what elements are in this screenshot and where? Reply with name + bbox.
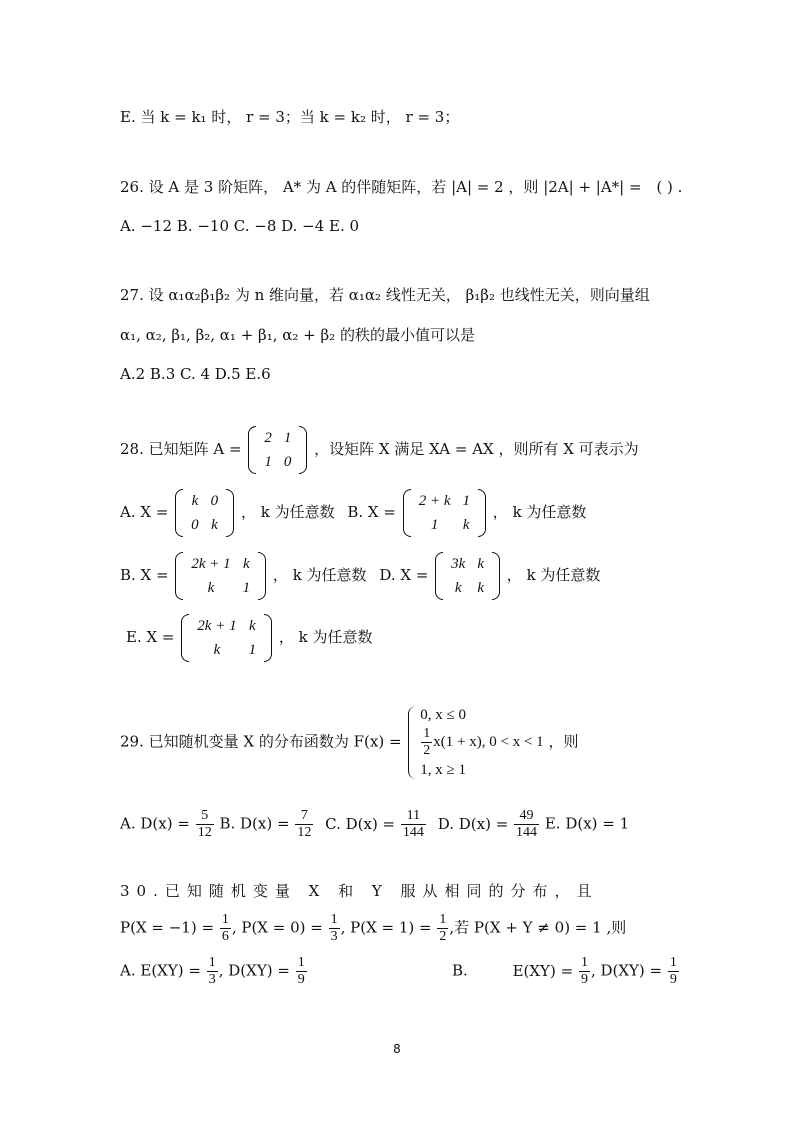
q30-opt-b-label: B. <box>452 961 468 980</box>
q26-stem-text: 26. 设 A 是 3 阶矩阵， A* 为 A 的伴随矩阵，若 |A| = 2 ，则 |2A| + |A*| = <box>120 178 642 196</box>
q28-opt-c-matrix: 2k + 1 k k 1 <box>175 552 266 600</box>
q29-piecewise <box>406 704 543 781</box>
q28-stem <box>120 426 639 474</box>
q30-opt-a-mid: , D(XY) = <box>218 961 290 980</box>
q29-case-3: 1, x ≥ 1 <box>420 762 467 778</box>
q30-option-a <box>120 955 308 988</box>
q30-opt-b-frac-1: $\frac{1}{9}$ <box>580 955 588 987</box>
q29-opt-d-frac: $\frac{49}{144}$ <box>516 808 538 840</box>
q30-opt-b-mid: , D(XY) = <box>590 961 663 980</box>
q30-opt-b-pre: E(XY) = <box>512 961 574 980</box>
q29-opt-a-label: A. D(x) = <box>120 814 190 833</box>
q30-opt-b-frac-2: $\frac{1}{9}$ <box>669 955 677 987</box>
q29-opt-b-label: B. D(x) = <box>219 814 290 833</box>
q30-p2-frac: $\frac{1}{3}$ <box>330 912 338 944</box>
q29-opt-e: E. D(x) = 1 <box>544 814 630 833</box>
q29-options <box>120 808 629 841</box>
q29-opt-a-frac: $\frac{5}{12}$ <box>197 808 212 840</box>
q29-opt-c-frac: $\frac{11}{144}$ <box>402 808 424 840</box>
q28-stem-pre: 28. 已知矩阵 A = <box>120 440 242 458</box>
q29-case-2: $\frac{1}{2}$ x(1 + x), 0 < x < 1 <box>423 726 544 758</box>
q25-option-e: E. 当 k = k₁ 时， r = 3；当 k = k₂ 时， r = 3； <box>120 108 460 126</box>
q28-opt-b-suffix: ， k 为任意数 <box>492 503 587 521</box>
q26-options: A. −12 B. −10 C. −8 D. −4 E. 0 <box>120 217 360 235</box>
q28-opt-a-suffix: ， k 为任意数 <box>240 503 335 521</box>
q30-p2: , P(X = 0) = <box>231 918 323 937</box>
q27-stem-2: α₁, α₂, β₁, β₂, α₁ + β₁, α₂ + β₂ 的秩的最小值可以是 <box>120 326 475 344</box>
q28-opt-a-matrix: k 0 0 k <box>175 489 234 537</box>
q30-p3: , P(X = 1) = <box>340 918 432 937</box>
q27-options: A.2 B.3 C. 4 D.5 E.6 <box>120 365 271 383</box>
q30-opt-a-frac-2: $\frac{1}{9}$ <box>297 955 305 987</box>
q30-option-b <box>452 955 680 988</box>
q28-opt-e-label: E. X = <box>126 628 175 646</box>
q30-p3-frac: $\frac{1}{2}$ <box>439 912 447 944</box>
q28-opt-d-suffix: ， k 为任意数 <box>506 566 601 584</box>
q29-then: ，则 <box>548 732 579 751</box>
q28-opt-c-label: B. X = <box>120 566 169 584</box>
q28-option-e <box>126 614 373 662</box>
q28-options-ab <box>120 489 586 537</box>
q30-p1-frac: $\frac{1}{6}$ <box>221 912 229 944</box>
q30-p1: P(X = −1) = <box>120 918 215 937</box>
q28-opt-c-suffix: ， k 为任意数 <box>272 566 367 584</box>
q30-stem: 30.已知随机变量 X 和 Y 服从相同的分布，且 <box>120 882 599 900</box>
q29-case-1: 0, x ≤ 0 <box>420 707 467 723</box>
q28-opt-d-label: D. X = <box>379 566 429 584</box>
q28-opt-e-suffix: ， k 为任意数 <box>278 628 373 646</box>
q28-opt-b-label: B. X = <box>347 503 396 521</box>
q26-stem <box>120 176 682 198</box>
q29-opt-b-frac: $\frac{7}{12}$ <box>297 808 312 840</box>
q29-stem <box>120 704 578 781</box>
q30-opt-a-label: A. E(XY) = <box>120 961 201 980</box>
q27-stem: 27. 设 α₁α₂β₁β₂ 为 n 维向量，若 α₁α₂ 线性无关， β₁β₂ 也线性无关，则向量组 <box>120 286 650 304</box>
q28-stem-post: ，设矩阵 X 满足 XA = AX ，则所有 X 可表示为 <box>314 440 639 458</box>
q29-opt-d-label: D. D(x) = <box>437 814 509 833</box>
q28-opt-a-label: A. X = <box>120 503 169 521</box>
q30-opt-a-frac-1: $\frac{1}{3}$ <box>208 955 216 987</box>
q28-opt-d-matrix: 3k k k k <box>435 552 500 600</box>
matrix-a: 2 1 1 0 <box>248 426 307 474</box>
q26-blank: ( ) . <box>656 178 683 196</box>
q29-stem-text: 29. 已知随机变量 X 的分布函数为 F(x) = <box>120 732 402 751</box>
q30-condition: ,若 P(X + Y ≠ 0) = 1 ,则 <box>449 918 627 937</box>
q28-options-cd <box>120 552 600 600</box>
q28-opt-b-matrix: 2 + k 1 1 k <box>403 489 486 537</box>
q30-probabilities <box>120 912 626 945</box>
page-number: 8 <box>393 1042 401 1056</box>
q28-opt-e-matrix: 2k + 1 k k 1 <box>181 614 272 662</box>
q29-opt-c-label: C. D(x) = <box>325 814 396 833</box>
